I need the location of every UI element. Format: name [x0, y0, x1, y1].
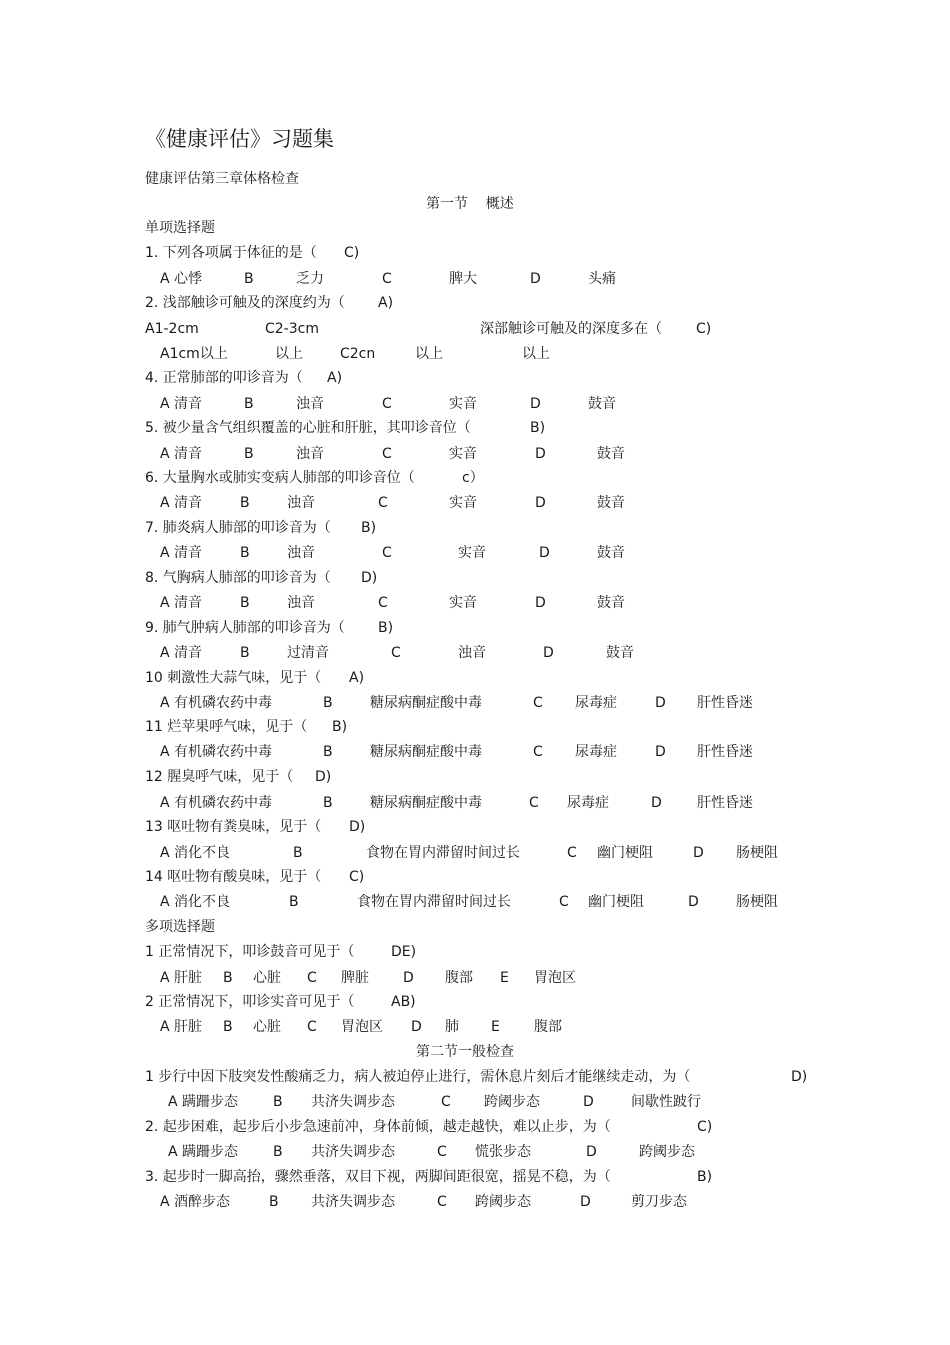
option: A 清音 [160, 396, 203, 412]
option-letter: D [539, 545, 550, 561]
option: 食物在胃内滞留时间过长 [357, 894, 511, 910]
question-stem: 11 烂苹果呼气味，见于（ [145, 719, 308, 735]
single-choice-heading: 单项选择题 [145, 220, 215, 236]
option-letter: D [535, 495, 546, 511]
option-letter: B [293, 845, 303, 861]
option: 乏力 [296, 271, 324, 287]
question-stem: 14 呕吐物有酸臭味，见于（ [145, 869, 322, 885]
question-stem: 1 步行中因下肢突发性酸痛乏力，病人被迫停止进行，需休息片刻后才能继续走动，为（ [145, 1069, 691, 1085]
option: 脾脏 [341, 970, 369, 986]
question-stem: 9. 肺气肿病人肺部的叩诊音为（ [145, 620, 345, 636]
option-letter: D [543, 645, 554, 661]
option-letter: D [535, 595, 546, 611]
option: 肠梗阻 [736, 894, 778, 910]
option: 头痛 [588, 271, 616, 287]
option-letter: C [533, 744, 543, 760]
question-stem: 4. 正常肺部的叩诊音为（ [145, 370, 303, 386]
option: 肺 [445, 1019, 459, 1035]
option: 鼓音 [606, 645, 634, 661]
question-stem: 深部触诊可触及的深度多在（ [480, 321, 662, 337]
option-letter: C [391, 645, 401, 661]
answer-key: A) [349, 670, 365, 686]
option-letter: B [289, 894, 299, 910]
option-letter: B [244, 396, 254, 412]
option-letter: D [655, 695, 666, 711]
option-letter: C [307, 1019, 317, 1035]
question-stem: 8. 气胸病人肺部的叩诊音为（ [145, 570, 331, 586]
question-stem: 2. 浅部触诊可触及的深度约为（ [145, 295, 345, 311]
title: 《健康评估》习题集 [145, 127, 334, 151]
option: 鼓音 [588, 396, 616, 412]
option-letter: B [223, 970, 233, 986]
answer-key: DE) [391, 944, 417, 960]
option-letter: D [411, 1019, 422, 1035]
option: 腹部 [534, 1019, 562, 1035]
option: 糖尿病酮症酸中毒 [370, 795, 482, 811]
option: 浊音 [287, 595, 315, 611]
option: A 肝脏 [160, 1019, 203, 1035]
option: 剪刀步态 [631, 1194, 687, 1210]
answer-key: AB) [391, 994, 416, 1010]
option: 慌张步态 [475, 1144, 531, 1160]
option: A 蹒跚步态 [168, 1094, 239, 1110]
option-letter: C [382, 446, 392, 462]
answer-key: A) [378, 295, 394, 311]
option: A 清音 [160, 446, 203, 462]
option: 跨阈步态 [484, 1094, 540, 1110]
option-letter: D [583, 1094, 594, 1110]
answer-key: c） [462, 470, 484, 486]
question-stem: 10 刺激性大蒜气味，见于（ [145, 670, 322, 686]
option: 鼓音 [597, 446, 625, 462]
option: 浊音 [296, 396, 324, 412]
option-letter: D [403, 970, 414, 986]
option-letter: C [307, 970, 317, 986]
option: 跨阈步态 [475, 1194, 531, 1210]
question-stem: 1. 下列各项属于体征的是（ [145, 245, 317, 261]
option: 食物在胃内滞留时间过长 [366, 845, 520, 861]
option-letter: C [567, 845, 577, 861]
option-letter: D [586, 1144, 597, 1160]
option: 共济失调步态 [311, 1094, 395, 1110]
option: A 清音 [160, 495, 203, 511]
option-letter: B [323, 744, 333, 760]
option-letter: B [240, 545, 250, 561]
option: A 清音 [160, 545, 203, 561]
option-letter: C [382, 271, 392, 287]
option-letter: B [223, 1019, 233, 1035]
option: A 消化不良 [160, 894, 231, 910]
option-letter: D [530, 271, 541, 287]
question-stem: 12 腥臭呼气味，见于（ [145, 769, 294, 785]
answer-key: C) [696, 321, 712, 337]
option: A1-2cm [145, 321, 199, 337]
option: A 蹒跚步态 [168, 1144, 239, 1160]
question-stem: 13 呕吐物有粪臭味，见于（ [145, 819, 322, 835]
option-letter: E [500, 970, 509, 986]
option: 浊音 [287, 545, 315, 561]
option: 浊音 [296, 446, 324, 462]
option-letter: C [529, 795, 539, 811]
answer-key: B) [530, 420, 546, 436]
option: C2cn [340, 346, 376, 362]
option-letter: B [323, 795, 333, 811]
chapter-heading: 健康评估第三章体格检查 [145, 171, 299, 187]
option: 鼓音 [597, 495, 625, 511]
option: 心脏 [253, 1019, 281, 1035]
option-letter: B [240, 645, 250, 661]
option: 实音 [449, 595, 477, 611]
option: 鼓音 [597, 545, 625, 561]
option-letter: C [437, 1194, 447, 1210]
option-letter: D [651, 795, 662, 811]
option-letter: C [378, 495, 388, 511]
option-letter: B [323, 695, 333, 711]
option: 以上 [522, 346, 550, 362]
option: 实音 [449, 396, 477, 412]
option-letter: D [688, 894, 699, 910]
option: 鼓音 [597, 595, 625, 611]
option: 浊音 [458, 645, 486, 661]
option: 肝性昏迷 [697, 695, 753, 711]
option-letter: C [382, 396, 392, 412]
option-letter: B [273, 1144, 283, 1160]
option: A 有机磷农药中毒 [160, 744, 273, 760]
answer-key: B) [378, 620, 394, 636]
option: 过清音 [287, 645, 329, 661]
option-letter: B [244, 271, 254, 287]
option-letter: B [269, 1194, 279, 1210]
answer-key: B) [697, 1169, 713, 1185]
answer-key: C) [349, 869, 365, 885]
option-letter: C [441, 1094, 451, 1110]
question-stem: 3. 起步时一脚高抬，骤然垂落，双目下视，两脚间距很宽，摇晃不稳，为（ [145, 1169, 611, 1185]
question-stem: 2. 起步困难，起步后小步急速前冲，身体前倾，越走越快，难以止步，为（ [145, 1119, 611, 1135]
option: 间歇性跛行 [631, 1094, 701, 1110]
answer-key: B) [332, 719, 348, 735]
option-letter: D [655, 744, 666, 760]
option: 实音 [449, 446, 477, 462]
option: 糖尿病酮症酸中毒 [370, 695, 482, 711]
answer-key: C) [344, 245, 360, 261]
option: A 清音 [160, 645, 203, 661]
option: A 消化不良 [160, 845, 231, 861]
option: 共济失调步态 [311, 1144, 395, 1160]
question-stem: 6. 大量胸水或肺实变病人肺部的叩诊音位（ [145, 470, 415, 486]
option: 尿毒症 [575, 695, 617, 711]
option: 脾大 [449, 271, 477, 287]
option: 实音 [449, 495, 477, 511]
option-letter: E [491, 1019, 500, 1035]
option-letter: D [530, 396, 541, 412]
option: 心脏 [253, 970, 281, 986]
option: 以上 [275, 346, 303, 362]
option: 跨阈步态 [639, 1144, 695, 1160]
option: A 心悸 [160, 271, 203, 287]
option: A 酒醉步态 [160, 1194, 231, 1210]
option: 共济失调步态 [311, 1194, 395, 1210]
answer-key: C) [697, 1119, 713, 1135]
question-stem: 1 正常情况下，叩诊鼓音可见于（ [145, 944, 355, 960]
option: 幽门梗阻 [588, 894, 644, 910]
answer-key: D) [315, 769, 332, 785]
answer-key: B) [361, 520, 377, 536]
question-stem: 5. 被少量含气组织覆盖的心脏和肝脏，其叩诊音位（ [145, 420, 471, 436]
multi-choice-heading: 多项选择题 [145, 919, 215, 935]
option: 以上 [415, 346, 443, 362]
section-heading-2: 第二节一般检查 [416, 1044, 514, 1060]
option: C2-3cm [265, 321, 319, 337]
answer-key: D) [361, 570, 378, 586]
option: A 有机磷农药中毒 [160, 795, 273, 811]
option: 幽门梗阻 [597, 845, 653, 861]
option-letter: D [580, 1194, 591, 1210]
option-letter: C [437, 1144, 447, 1160]
option-letter: D [693, 845, 704, 861]
answer-key: D) [349, 819, 366, 835]
option: 肠梗阻 [736, 845, 778, 861]
answer-key: A) [327, 370, 343, 386]
option: A 肝脏 [160, 970, 203, 986]
option: 尿毒症 [567, 795, 609, 811]
option: A 清音 [160, 595, 203, 611]
option-letter: B [240, 495, 250, 511]
option-letter: C [382, 545, 392, 561]
option: A1cm以上 [160, 346, 228, 362]
option: 腹部 [445, 970, 473, 986]
option: 尿毒症 [575, 744, 617, 760]
option: 肝性昏迷 [697, 744, 753, 760]
option: 浊音 [287, 495, 315, 511]
question-stem: 2 正常情况下，叩诊实音可见于（ [145, 994, 355, 1010]
option-letter: B [244, 446, 254, 462]
question-stem: 7. 肺炎病人肺部的叩诊音为（ [145, 520, 331, 536]
option: A 有机磷农药中毒 [160, 695, 273, 711]
answer-key: D) [791, 1069, 808, 1085]
option-letter: B [273, 1094, 283, 1110]
option: 实音 [458, 545, 486, 561]
option-letter: D [535, 446, 546, 462]
option-letter: B [240, 595, 250, 611]
section-heading-1: 第一节 概述 [426, 196, 514, 212]
option: 胃泡区 [341, 1019, 383, 1035]
option-letter: C [378, 595, 388, 611]
option: 肝性昏迷 [697, 795, 753, 811]
option: 糖尿病酮症酸中毒 [370, 744, 482, 760]
option: 胃泡区 [534, 970, 576, 986]
option-letter: C [559, 894, 569, 910]
option-letter: C [533, 695, 543, 711]
